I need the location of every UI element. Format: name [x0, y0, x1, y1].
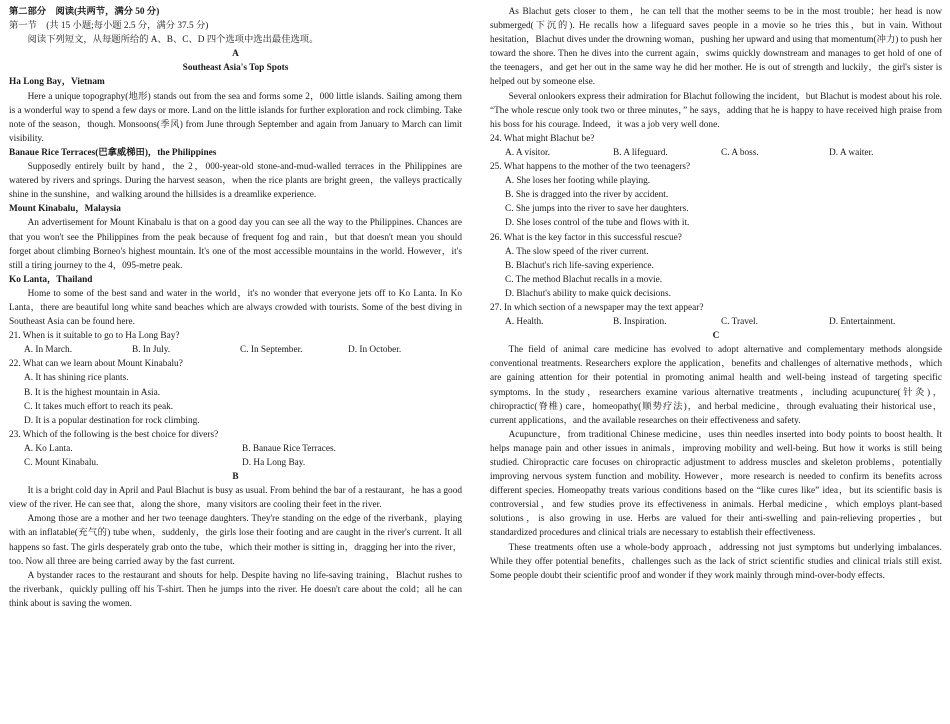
- option: A. Health.: [505, 317, 544, 328]
- option: C. Travel.: [721, 317, 758, 328]
- passage-b-paragraph: It is a bright cold day in April and Paul Blachut is busy as usual. From behind the bar of a restaurant，he has a good view of the river. He can see that，along the shore，many visitors are cooling their feet in the river.: [9, 486, 462, 511]
- passage-b-paragraph: Among those are a mother and her two teenage daughters. They're standing on the edge of the riverbank，playing with an inflatable(充气的) tube when，suddenly，the girls lose their footing and are caught in the river's current. It all happens so fast. The girls desperately grab onto the tube，which their mother is sitting in，dragging her into the river，too. Now all three are being carried away by the fast current.: [9, 514, 462, 567]
- option: C. She jumps into the river to save her daughters.: [505, 204, 689, 215]
- option: D. Entertainment.: [829, 317, 896, 328]
- spot-heading: Banaue Rice Terraces(巴拿威梯田)，the Philippines: [9, 147, 217, 158]
- question-25-stem: 25. What happens to the mother of the two teenagers?: [490, 162, 691, 173]
- spot-heading: Ha Long Bay，Vietnam: [9, 77, 105, 88]
- option: B. It is the highest mountain in Asia.: [24, 387, 161, 398]
- passage-c-paragraph: Acupuncture，from traditional Chinese medicine，uses thin needles inserted into body points to boost health. It helps manage pain and other issues in animals，improving mobility and well-being. But how it works is still being studied. Chiropractic care focuses on chiropractic adjustment to address muscles and skeleton problems，potentially improving nervous system function and mobility. However，more research is needed to confirm its benefits across different species. Homeopathy treats various conditions based on the “like cures like” idea，but its scientific basis is controversial，and few studies prove its effectiveness in animals. Herbal medicine，which employs plant-based solutions，is also growing in use. Herbs are valued for their anti-swelling and pain-relieving properties，but standardized procedures and clinical trials are necessary to establish their effectiveness.: [490, 429, 942, 539]
- option: B. Inspiration.: [613, 317, 667, 328]
- question-23-stem: 23. Which of the following is the best choice for divers?: [9, 429, 219, 440]
- part-title: 第二部分 阅读(共两节，满分 50 分): [9, 7, 160, 17]
- passage-a-letter: A: [232, 49, 239, 60]
- passage-b-paragraph: A bystander races to the restaurant and shouts for help. Despite having no life-saving training，Blachut rushes to the riverbank，quickly pulling off his T-shirt. Then he jumps into the river. He doesn't care about the cold；all he can think about is saving the women.: [9, 570, 462, 609]
- question-26-stem: 26. What is the key factor in this successful rescue?: [490, 232, 682, 243]
- question-21-options: [9, 343, 462, 357]
- option: A. She loses her footing while playing.: [505, 176, 651, 187]
- option: C. It takes much effort to reach its peak.: [24, 401, 174, 412]
- option: A. Ko Lanta.: [24, 443, 73, 454]
- spot-heading: Mount Kinabalu，Malaysia: [9, 204, 121, 215]
- passage-b-paragraph: Several onlookers express their admiration for Blachut following the incident，but Blachut is modest about his role. “The whole rescue only took two or three minutes，” he says，adding that he is happy to have received high praise from his boss for his courage. Indeed，it was a job very well done.: [490, 91, 942, 130]
- question-24-options: [490, 146, 942, 160]
- passage-c-letter: C: [712, 331, 720, 342]
- passage-c-paragraph: The field of animal care medicine has evolved to adopt alternative and complementary methods alongside conventional treatments. Researchers explore the application，benefits and challenges of alternative methods，which are gaining attention for their potential in promoting animal health and well-being instead of targeting specific symptoms. In the study，researchers examine various alternative treatments，including acupuncture(针灸)，chiropractic(脊椎) care，homeopathy(顺势疗法)，and herbal medicine，through evaluating their historical use，current applications，and the available researches on their effectiveness and safety.: [490, 345, 942, 426]
- spot-heading: Ko Lanta，Thailand: [9, 274, 93, 285]
- option: C. Mount Kinabalu.: [24, 458, 99, 468]
- option: C. The method Blachut recalls in a movie.: [505, 274, 663, 285]
- option: A. The slow speed of the river current.: [505, 246, 649, 257]
- option: D. A waiter.: [829, 147, 874, 158]
- option: B. A lifeguard.: [613, 147, 668, 158]
- option: C. In September.: [240, 345, 303, 356]
- passage-a-title: Southeast Asia's Top Spots: [182, 63, 289, 74]
- spot-text: Home to some of the best sand and water in the world，it's no wonder that everyone jets off to Ko Lanta. In Ko Lanta，there are beautiful long white sand beaches which are always crowded with tourists. Some of the best diving in Southeast Asia can be found here.: [9, 288, 462, 328]
- option: D. Ha Long Bay.: [242, 458, 306, 468]
- instruction: 阅读下列短文，从每题所给的 A、B、C、D 四个选项中选出最佳选项。: [27, 35, 319, 46]
- question-24-stem: 24. What might Blachut be?: [490, 133, 595, 144]
- option: A. A visitor.: [505, 147, 550, 158]
- spot-text: Here a unique topography(地形) stands out from the sea and forms some 2，000 little islands. Sailing among them is a wonderful way to spend a few days or more. Land on the little islands for further exploration and rock climbing. Take note of the season，though. Monsoons(季风) from June through September and again from January to March can limit visibility.: [9, 91, 462, 144]
- passage-c-paragraph: These treatments often use a whole-body approach，addressing not just symptoms but underlying imbalances. While they offer potential benefits，challenges such as the lack of strict scientific studies and clinical trials still exist. Some people doubt their scientific proof and wonder if they work mainly through mind-over-body effects.: [490, 542, 942, 581]
- section-title: 第一节 (共 15 小题;每小题 2.5 分，满分 37.5 分): [9, 21, 209, 32]
- left-column: [9, 5, 462, 611]
- passage-b-paragraph: As Blachut gets closer to them，he can tell that the mother seems to be in the most trouble；her head is now submerged(下沉的). He recalls how a lifeguard saves people in a movie so he tries this，but in vain. Without hesitation，Blachut dives under the drowning woman，pushing her upward and using that momentum(冲力) to push her toward the shore. Then he dives into the current again，swims quickly downstream and manages to get hold of one of the teenagers，and get her out in the same way he did her mother. He is out of strength and luckily，the girl's sister is helped out by someone else.: [490, 7, 942, 88]
- question-27-options: [490, 315, 942, 329]
- option: C. A boss.: [721, 147, 759, 158]
- question-21-stem: 21. When is it suitable to go to Ha Long Bay?: [9, 331, 180, 342]
- option: D. Blachut's ability to make quick decisions.: [505, 288, 671, 299]
- option: D. She loses control of the tube and flows with it.: [505, 218, 690, 229]
- option: A. In March.: [24, 345, 73, 356]
- question-23-options: [9, 442, 462, 456]
- right-column: [490, 5, 942, 583]
- spot-text: Supposedly entirely built by hand，the 2，000-year-old stone-and-mud-walled terraces in the Philippines are watered by rivers and springs. During the harvest season，when the rice plants are bright green，the valleys practically shine in the sunshine，and walking around the hillsides is a dreamlike experience.: [9, 162, 462, 201]
- option: A. It has shining rice plants.: [24, 373, 129, 384]
- question-22-stem: 22. What can we learn about Mount Kinabalu?: [9, 359, 183, 370]
- spot-text: An advertisement for Mount Kinabalu is that on a good day you can see all the way to the Philippines. Chances are that you won't see the Philippines from the peak because of frequent fog and rain，but that doesn't mean you should forget about climbing Borneo's highest mountain. It's one of the most accessible mountains in the world. However，it's still a tiring journey to the 4，095-metre peak.: [9, 218, 462, 271]
- option: B. Banaue Rice Terraces.: [242, 443, 336, 454]
- question-27-stem: 27. In which section of a newspaper may the text appear?: [490, 302, 704, 313]
- option: D. It is a popular destination for rock climbing.: [24, 415, 200, 426]
- option: B. Blachut's rich life-saving experience.: [505, 260, 654, 271]
- option: B. In July.: [132, 345, 171, 356]
- passage-b-letter: B: [232, 472, 239, 483]
- option: B. She is dragged into the river by accident.: [505, 190, 669, 201]
- question-23-options: [9, 456, 462, 470]
- option: D. In October.: [348, 345, 402, 356]
